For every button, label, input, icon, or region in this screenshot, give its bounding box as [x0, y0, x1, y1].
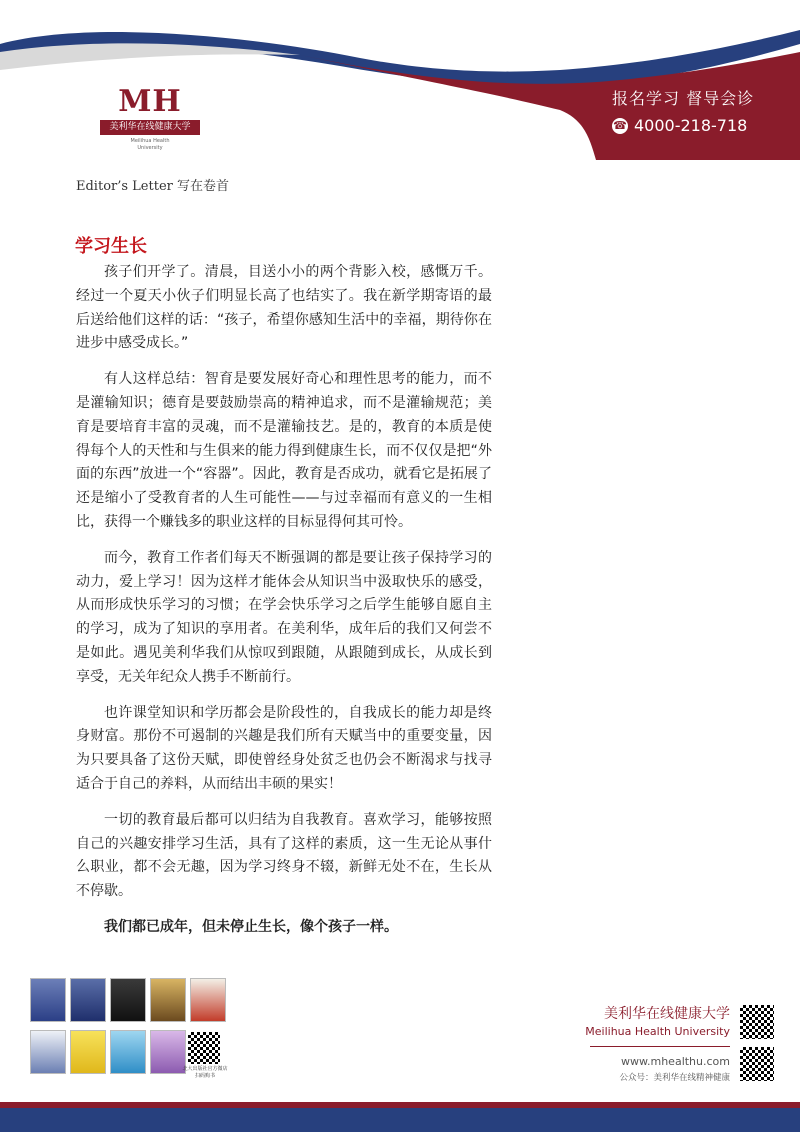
paragraph: 孩子们开学了。清晨，目送小小的两个背影入校，感慨万千。经过一个夏天小伙子们明显长高了也结实了。我在新学期寄语的最后送给他们这样的话：“孩子，希望你感知生活中的幸福，期待你在进步中感受成长。” — [76, 264, 492, 352]
university-logo — [100, 80, 200, 160]
book-cover — [190, 978, 226, 1022]
contact-phone: 4000-218-718 — [634, 116, 748, 135]
paragraph: 而今，教育工作者们每天不断强调的都是要让孩子保持学习的动力，爱上学习！因为这样才能体会从知识当中汲取快乐的感受，从而形成快乐学习的习惯；在学会快乐学习之后学生能够自愿自主的学习，成为了知识的享用者。在美利华，成年后的我们又何尝不是如此。遇见美利华我们从惊叹到跟随，从跟随到成长，从成长到享受，无关年纪众人携手不断前行。 — [76, 549, 492, 685]
footer-band — [0, 1102, 800, 1132]
book-cover — [70, 1030, 106, 1074]
book-qr-code[interactable] — [188, 1032, 220, 1064]
brand-url[interactable]: www.mhealthu.com — [621, 1055, 730, 1068]
contact-tagline: 报名学习 督导会诊 — [612, 89, 755, 108]
logo-ribbon: 美利华在线健康大学 — [100, 120, 200, 135]
section-label: Editor’s Letter 写在卷首 — [76, 179, 229, 194]
book-cover — [110, 978, 146, 1022]
paragraph: 有人这样总结：智育是要发展好奇心和理性思考的能力，而不是灌输知识；德育是要鼓励崇高的精神追求，而不是灌输规范；美育是要培育丰富的灵魂，而不是灌输技艺。是的，教育的本质是使得每个人的天性和与生俱来的能力得到健康生长，而不仅仅是把“外面的东西”放进一个“容器”。因此，教育是否成功，就看它是拓展了还是缩小了受教育者的人生可能性——与过幸福而有意义的一生相比，获得一个赚钱多的职业这样的目标显得何其可怜。 — [76, 371, 492, 530]
brand-name-cn: 美利华在线健康大学 — [604, 1006, 730, 1022]
brand-wechat: 公众号：美利华在线精神健康 — [619, 1073, 730, 1083]
paragraph: 也许课堂知识和学历都会是阶段性的，自我成长的能力却是终身财富。那份不可遏制的兴趣是我们所有天赋当中的重要变量，因为只要具备了这份天赋，即使曾经身处贫乏也仍会不断渴求与找寻适合于自己的养料，从而结出丰硕的果实！ — [76, 704, 492, 792]
closing-line: 我们都已成年，但未停止生长，像个孩子一样。 — [104, 918, 398, 935]
logo-mark: MH — [118, 84, 182, 119]
book-cover — [150, 978, 186, 1022]
footer-brand — [560, 1003, 730, 1083]
paragraph: 一切的教育最后都可以归结为自我教育。喜欢学习，能够按照自己的兴趣安排学习生活，具有了这样的素质，这一生无论从事什么职业，都不会无趣，因为学习终身不辍，新鲜无处不在，生长从不停歇。 — [76, 811, 492, 900]
phone-icon: ☎ — [613, 118, 627, 132]
article-body — [76, 261, 492, 952]
footer-qr-code[interactable] — [740, 1047, 774, 1081]
book-cover — [70, 978, 106, 1022]
contact-block — [612, 86, 782, 135]
contact-phone-row — [612, 116, 782, 135]
brand-name-en: Meilihua Health University — [585, 1025, 730, 1038]
footer-qr-code[interactable] — [740, 1005, 774, 1039]
book-cover — [30, 978, 66, 1022]
book-cover — [110, 1030, 146, 1074]
logo-english: Meilihua Health University — [130, 138, 170, 151]
book-qr-label: 北大出版社官方微店 扫码购书 — [182, 1066, 228, 1079]
brand-divider — [590, 1046, 730, 1047]
book-cover — [30, 1030, 66, 1074]
article-title: 学习生长 — [75, 236, 147, 257]
